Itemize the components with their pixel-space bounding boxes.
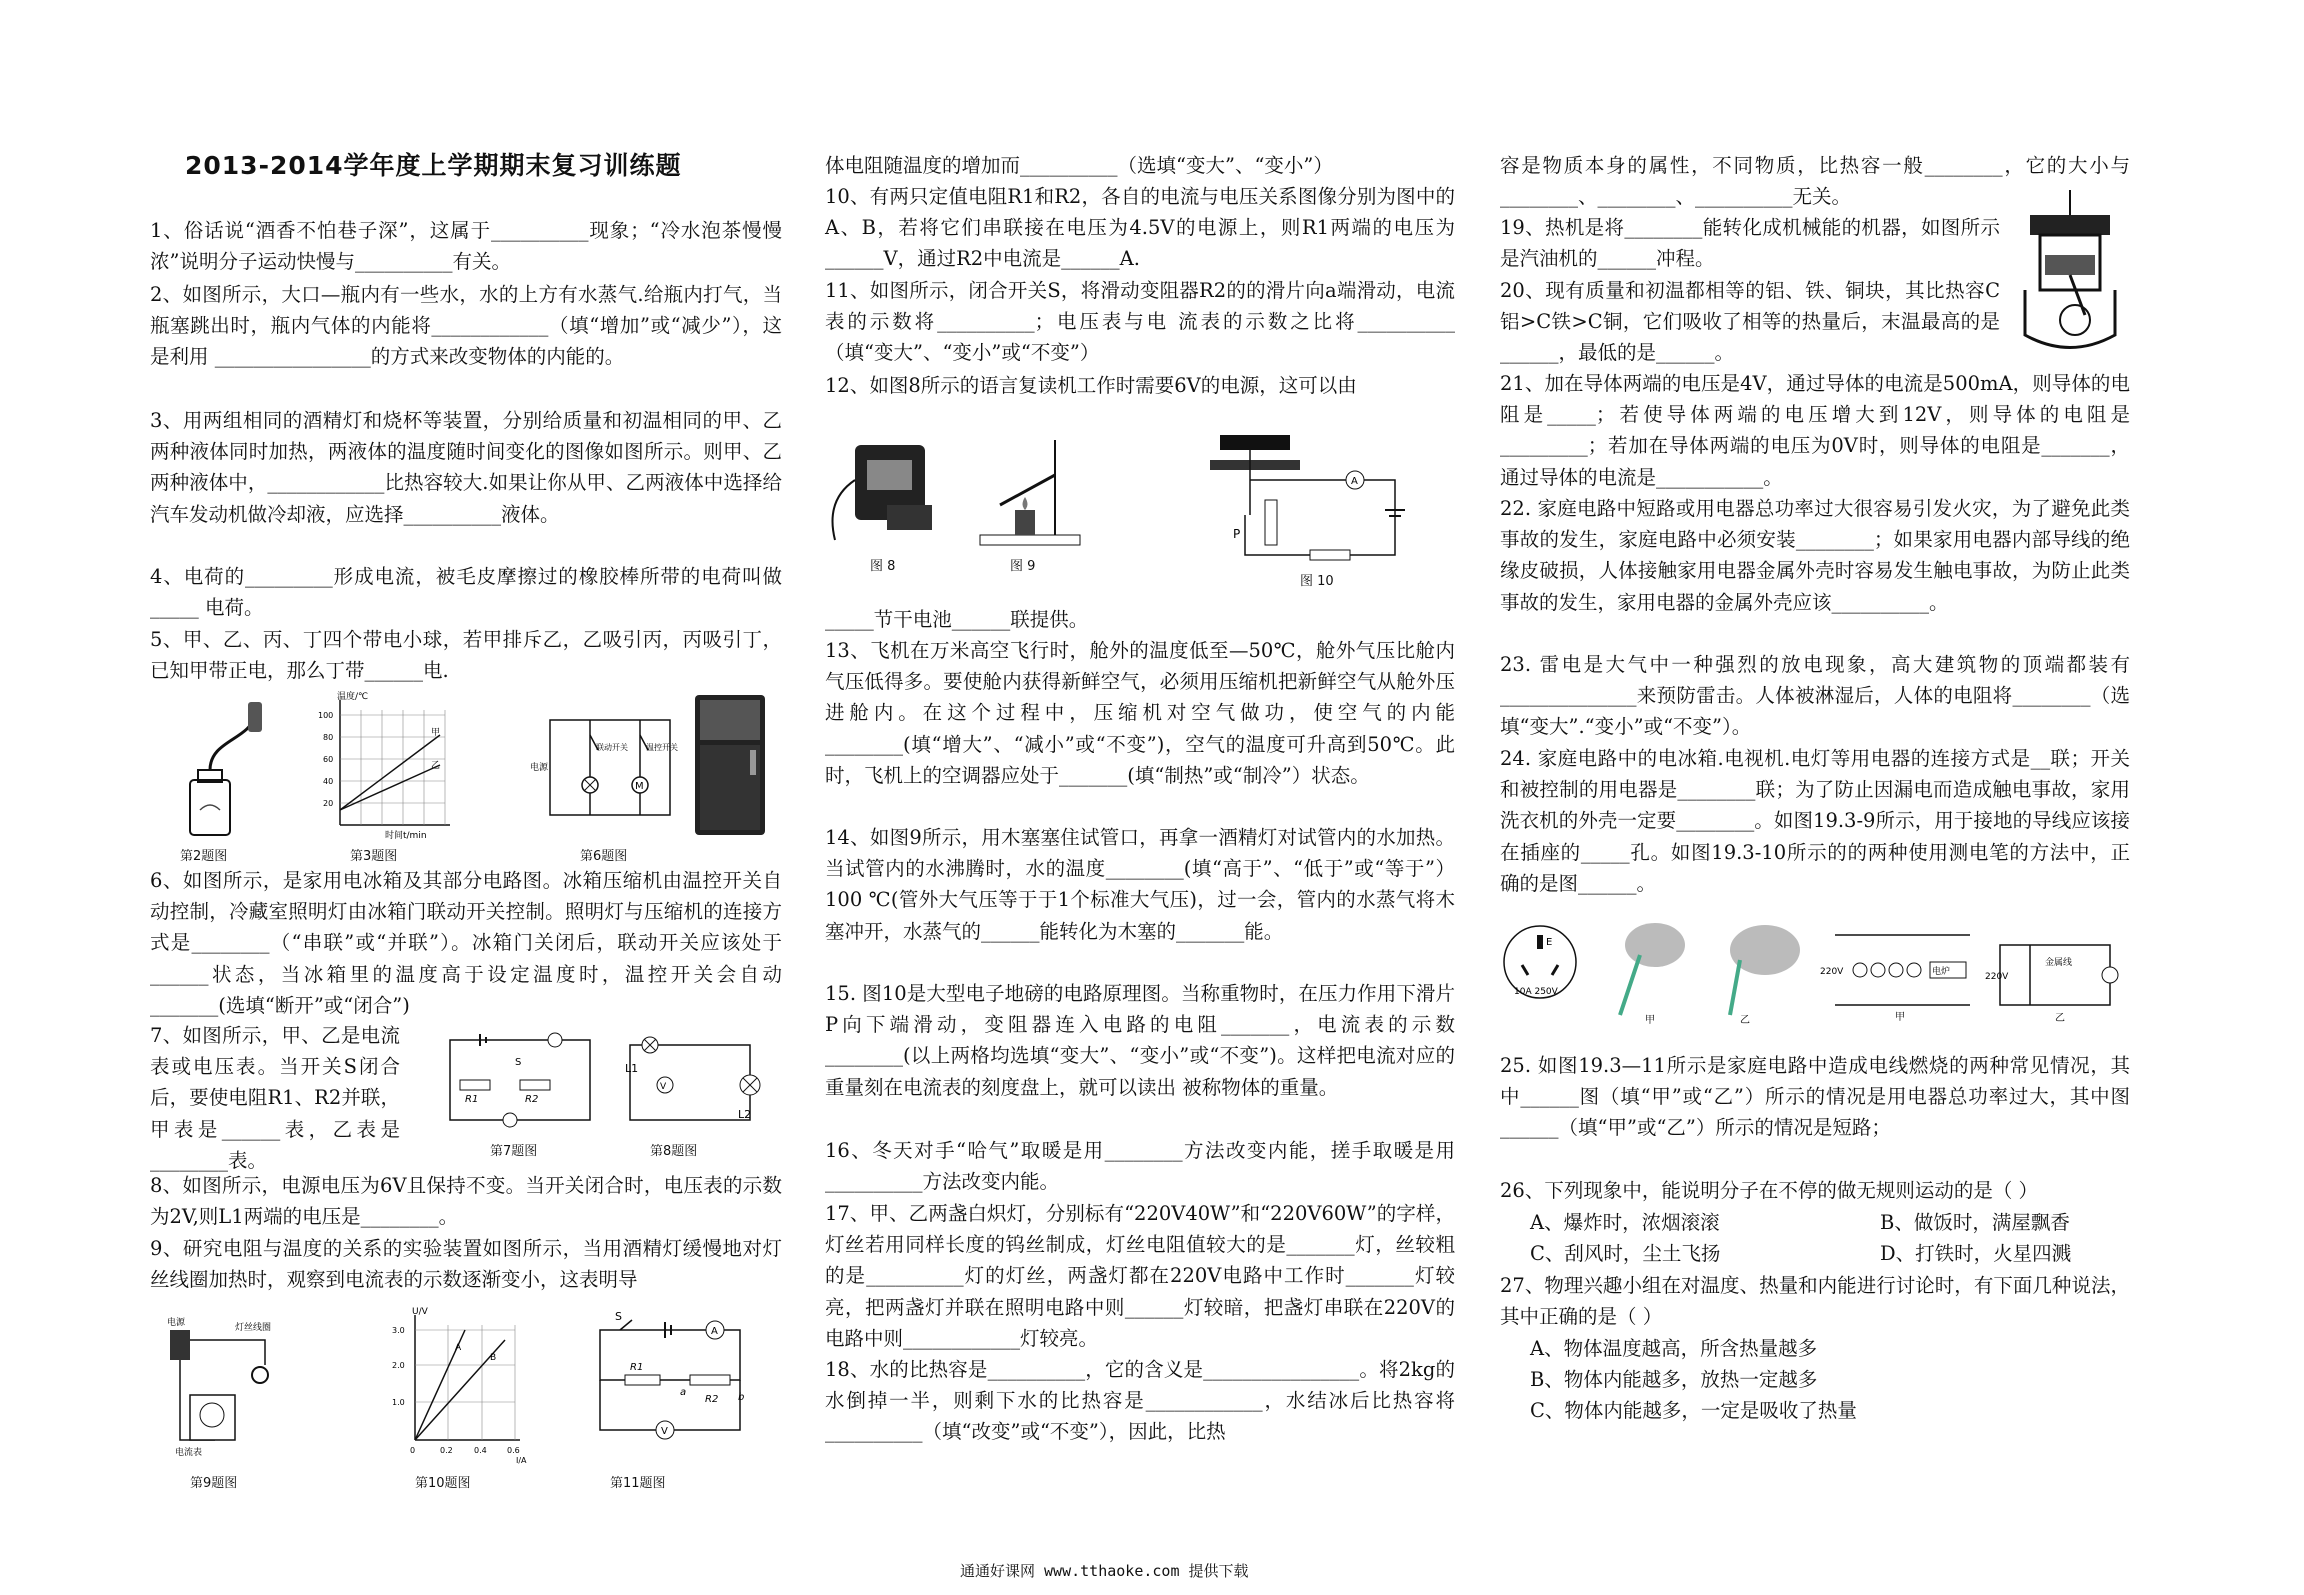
svg-text:0: 0 bbox=[410, 1446, 416, 1455]
svg-text:S: S bbox=[515, 1057, 522, 1068]
svg-text:100: 100 bbox=[318, 711, 334, 720]
question-10: 10、有两只定值电阻R1和R2，各自的电流与电压关系图像分别为图中的A、B，若将它们串联接在电压为4.5V的电源上，则R1两端的电压为______V，通过R2中电流是______A. bbox=[825, 185, 1455, 271]
svg-text:60: 60 bbox=[323, 755, 334, 764]
svg-text:温控开关: 温控开关 bbox=[646, 743, 678, 752]
svg-text:M: M bbox=[635, 781, 644, 792]
question-5: 5、甲、乙、丙、丁四个带电小球，若甲排斥乙，乙吸引丙，丙吸引丁，已知甲带正电，那么丁带______电. bbox=[150, 628, 782, 683]
svg-text:2.0: 2.0 bbox=[392, 1361, 405, 1370]
svg-text:3.0: 3.0 bbox=[392, 1326, 405, 1335]
footer-credit: 通通好课网 www.tthaoke.com 提供下载 bbox=[960, 1562, 1249, 1580]
figure-overload-jia bbox=[1820, 920, 1975, 1025]
question-1: 1、俗话说“酒香不怕巷子深”，这属于__________现象；“冷水泡茶慢慢浓”说明分子运动快慢与__________有关。 bbox=[150, 219, 782, 274]
figure-q3-graph bbox=[315, 690, 455, 850]
svg-text:联动开关: 联动开关 bbox=[596, 743, 628, 752]
figure-q11-circuit bbox=[570, 1310, 770, 1460]
graph3-ylabel: 温度/℃ bbox=[337, 692, 369, 702]
caption-fig10: 第10题图 bbox=[415, 1476, 471, 1491]
svg-text:电流表: 电流表 bbox=[175, 1448, 203, 1458]
svg-text:E: E bbox=[1546, 937, 1553, 948]
question-21: 21、加在导体两端的电压是4V，通过导体的电流是500mA，则导体的电阻是_____；若使导体两端的电压增大到12V，则导体的电阻是_________；若加在导体两端的电压为0V时，则导体的电阻是_______，通过导体的电流是___________。 bbox=[1500, 372, 2130, 489]
figure-10-scale-circuit bbox=[1205, 420, 1435, 570]
svg-text:R2: R2 bbox=[705, 1394, 719, 1405]
caption-fig9: 第9题图 bbox=[190, 1476, 238, 1491]
svg-text:甲: 甲 bbox=[431, 728, 441, 738]
question-26: 26、下列现象中，能说明分子在不停的做无规则运动的是（ ） bbox=[1500, 1179, 2039, 1202]
figure-testpen-yi bbox=[1705, 915, 1810, 1025]
figure-q6-fridge bbox=[690, 690, 770, 840]
question-9-cont: 体电阻随温度的增加而__________（选填“变大”、“变小”） bbox=[825, 154, 1333, 177]
svg-text:A: A bbox=[711, 1326, 718, 1337]
question-6: 6、如图所示，是家用电冰箱及其部分电路图。冰箱压缩机由温控开关自动控制，冷藏室照明灯由冰箱门联动开关控制。照明灯与压缩机的连接方式是________（“串联”或“并联”）。冰箱门关闭后，联动开关应该处于______状态，当冰箱里的温度高于设定温度时，温控开关会自动_______(选填“断开”或“闭合”) bbox=[150, 869, 782, 1017]
caption-fig6: 第6题图 bbox=[580, 849, 628, 864]
caption-tu8: 图 8 bbox=[870, 559, 896, 574]
svg-text:R1: R1 bbox=[465, 1094, 479, 1105]
question-4: 4、电荷的_________形成电流，被毛皮摩擦过的橡胶棒所带的电荷叫做_____ 电荷。 bbox=[150, 565, 782, 620]
svg-text:S: S bbox=[615, 1310, 622, 1323]
svg-text:40: 40 bbox=[323, 777, 334, 786]
svg-text:U/V: U/V bbox=[412, 1307, 428, 1317]
question-2: 2、如图所示，大口—瓶内有一些水，水的上方有水蒸气.给瓶内打气，当瓶塞跳出时，瓶内气体的内能将____________（填“增加”或“减少”），这是利用 ________________的方式来改变物体的内能的。 bbox=[150, 283, 782, 369]
figure-9-testtube bbox=[975, 435, 1085, 555]
page-title: 2013-2014学年度上学期期末复习训练题 bbox=[185, 151, 682, 180]
svg-text:1.0: 1.0 bbox=[392, 1398, 405, 1407]
figure-q8-circuit bbox=[620, 1030, 770, 1140]
figure-q2-bottle bbox=[160, 700, 280, 850]
caption-fig7: 第7题图 bbox=[490, 1144, 538, 1159]
question-26-option-a: A、爆炸时，浓烟滚滚 bbox=[1530, 1211, 1720, 1234]
figure-q19-engine bbox=[2015, 185, 2125, 355]
svg-text:0.2: 0.2 bbox=[440, 1446, 453, 1455]
svg-text:时间t/min: 时间t/min bbox=[385, 831, 427, 841]
svg-text:220V: 220V bbox=[1820, 967, 1844, 977]
question-19: 19、热机是将________能转化成机械能的机器，如图所示是汽油机的______冲程。 bbox=[1500, 216, 2000, 271]
figure-q7-circuit bbox=[440, 1030, 600, 1140]
question-12-cont: _____节干电池______联提供。 bbox=[825, 608, 1089, 631]
caption-fig8: 第8题图 bbox=[650, 1144, 698, 1159]
question-27-option-c: C、物体内能越多，一定是吸收了热量 bbox=[1530, 1399, 1857, 1422]
question-15: 15. 图10是大型电子地磅的电路原理图。当称重物时，在压力作用下滑片P向下端滑动，变阻器连入电路的电阻_______，电流表的示数________(以上两格均选填“变大”、“变小”或“不变”)。这样把电流对应的重量刻在电流表的刻度盘上，就可以读出 被称物体的重量。 bbox=[825, 982, 1455, 1099]
svg-text:电源: 电源 bbox=[167, 1318, 186, 1328]
question-9: 9、研究电阻与温度的关系的实验装置如图所示，当用酒精灯缓慢地对灯丝线圈加热时，观察到电流表的示数逐渐变小，这表明导 bbox=[150, 1237, 782, 1292]
svg-text:10A 250V: 10A 250V bbox=[1514, 987, 1558, 997]
question-26-option-c: C、刮风时，尘土飞扬 bbox=[1530, 1242, 1721, 1265]
caption-fig11: 第11题图 bbox=[610, 1476, 666, 1491]
figure-q6-circuit bbox=[530, 705, 680, 825]
figure-q9-apparatus bbox=[155, 1310, 295, 1460]
svg-text:A: A bbox=[1351, 476, 1358, 487]
caption-tu10: 图 10 bbox=[1300, 574, 1334, 589]
question-24: 24. 家庭电路中的电冰箱.电视机.电灯等用电器的连接方式是__联；开关和被控制的用电器是________联；为了防止因漏电而造成触电事故，家用洗衣机的外壳一定要________。如图19.3-9所示，用于接地的导线应该接在插座的_____孔。如图19.3-10所示的的两种使用测电笔的方法中，正确的是图______。 bbox=[1500, 747, 2130, 895]
svg-text:80: 80 bbox=[323, 733, 334, 742]
caption-fig3: 第3题图 bbox=[350, 849, 398, 864]
question-13: 13、飞机在万米高空飞行时，舱外的温度低至—50℃，舱外气压比舱内气压低得多。要使舱内获得新鲜空气，必须用压缩机把新鲜空气从舱外压进舱内。在这个过程中，压缩机对空气做功，使空气的内能________(填“增大”、“减小”或“不变”)，空气的温度可升高到50℃。此时，飞机上的空调器应处于_______(填“制热”或“制冷”）状态。 bbox=[825, 639, 1455, 787]
svg-text:I/A: I/A bbox=[516, 1456, 527, 1465]
svg-text:L2: L2 bbox=[738, 1108, 752, 1121]
caption-tu9: 图 9 bbox=[1010, 559, 1036, 574]
svg-text:B: B bbox=[490, 1353, 497, 1363]
svg-text:乙: 乙 bbox=[2055, 1013, 2065, 1024]
question-16: 16、冬天对手“哈气”取暖是用________方法改变内能，搓手取暖是用__________方法改变内能。 bbox=[825, 1139, 1455, 1194]
question-8: 8、如图所示，电源电压为6V且保持不变。当开关闭合时，电压表的示数为2V,则L1两端的电压是________。 bbox=[150, 1174, 782, 1229]
svg-text:L1: L1 bbox=[625, 1062, 639, 1075]
svg-text:P: P bbox=[1233, 527, 1241, 541]
question-20: 20、现有质量和初温都相等的铝、铁、铜块，其比热容C铝>C铁>C铜，它们吸收了相等的热量后，末温最高的是______，最低的是______。 bbox=[1500, 279, 2000, 365]
svg-text:0.6: 0.6 bbox=[507, 1446, 520, 1455]
svg-text:乙: 乙 bbox=[431, 761, 441, 771]
question-17: 17、甲、乙两盏白炽灯，分别标有“220V40W”和“220V60W”的字样，灯丝若用同样长度的钨丝制成，灯丝电阻值较大的是_______灯，丝较粗的是__________灯的灯丝，两盏灯都在220V电路中工作时_______灯较亮，把两盏灯并联在照明电路中则______灯较暗，把盏灯串联在220V的电路中则____________灯较亮。 bbox=[825, 1202, 1455, 1350]
svg-text:0.4: 0.4 bbox=[474, 1446, 487, 1455]
question-7: 7、如图所示，甲、乙是电流表或电压表。当开关S闭合后，要使电阻R1、R2并联，甲表是______表，乙表是________表。 bbox=[150, 1024, 400, 1172]
question-18-cont: 容是物质本身的属性，不同物质，比热容一般________，它的大小与________、________、__________无关。 bbox=[1500, 154, 2130, 209]
caption-fig2: 第2题图 bbox=[180, 849, 228, 864]
question-14: 14、如图9所示，用木塞塞住试管口，再拿一酒精灯对试管内的水加热。当试管内的水沸腾时，水的温度________(填“高于”、“低于”或“等于”）100 ℃(管外大气压等于于1个标准大气压)，过一会，管内的水蒸气将木塞冲开，水蒸气的______能转化为木塞的_______能。 bbox=[825, 826, 1455, 943]
svg-text:a: a bbox=[680, 1387, 687, 1398]
question-25: 25. 如图19.3—11所示是家庭电路中造成电线燃烧的两种常见情况，其中______图（填“甲”或“乙”）所示的情况是用电器总功率过大，其中图______（填“甲”或“乙”）所示的情况是短路； bbox=[1500, 1054, 2130, 1140]
svg-text:甲: 甲 bbox=[1895, 1012, 1905, 1023]
question-27: 27、物理兴趣小组在对温度、热量和内能进行讨论时，有下面几种说法，其中正确的是（ ） bbox=[1500, 1274, 2130, 1329]
svg-text:灯丝线圈: 灯丝线圈 bbox=[235, 1323, 272, 1333]
question-11: 11、如图所示，闭合开关S，将滑动变阻器R2的的滑片向a端滑动，电流表的示数将__________；电压表与电 流表的示数之比将__________（填“变大”、“变小”或“不变”） bbox=[825, 279, 1455, 365]
question-26-option-d: D、打铁时，火星四溅 bbox=[1880, 1242, 2072, 1265]
svg-text:乙: 乙 bbox=[1740, 1015, 1750, 1025]
figure-q10-graph bbox=[390, 1305, 530, 1465]
question-3: 3、用两组相同的酒精灯和烧杯等装置，分别给质量和初温相同的甲、乙两种液体同时加热，两液体的温度随时间变化的图像如图所示。则甲、乙两种液体中，____________比热容较大.如果让你从甲、乙两液体中选择给汽车发动机做冷却液，应选择__________液体。 bbox=[150, 409, 782, 526]
figure-socket bbox=[1500, 920, 1580, 1005]
svg-text:R1: R1 bbox=[630, 1362, 644, 1373]
question-12: 12、如图8所示的语言复读机工作时需要6V的电源，这可以由 bbox=[825, 374, 1357, 397]
svg-text:金属线: 金属线 bbox=[2045, 958, 2073, 968]
question-22: 22. 家庭电路中短路或用电器总功率过大很容易引发火灾，为了避免此类事故的发生，家庭电路中必须安装________；如果家用电器内部导线的绝缘皮破损，人体接触家用电器金属外壳时容易发生触电事故，为防止此类事故的发生，家用电器的金属外壳应该__________。 bbox=[1500, 497, 2130, 614]
svg-text:20: 20 bbox=[323, 799, 334, 808]
figure-testpen-jia bbox=[1600, 915, 1695, 1025]
svg-text:电炉: 电炉 bbox=[1932, 967, 1951, 977]
svg-text:A: A bbox=[455, 1343, 462, 1353]
question-23: 23. 雷电是大气中一种强烈的放电现象，高大建筑物的顶端都装有______________来预防雷击。人体被淋湿后，人体的电阻将________（选填“变大”.“变小”或“不变”）。 bbox=[1500, 653, 2130, 739]
svg-text:电源: 电源 bbox=[530, 763, 549, 773]
question-18: 18、水的比热容是__________，它的含义是________________。将2kg的水倒掉一半，则剩下水的比热容是____________，水结冰后比热容将__________（填“改变”或“不变”），因此，比热 bbox=[825, 1358, 1455, 1444]
question-27-option-a: A、物体温度越高，所含热量越多 bbox=[1530, 1337, 1818, 1360]
figure-short-yi bbox=[1985, 925, 2130, 1025]
svg-text:b: b bbox=[738, 1392, 745, 1403]
svg-text:V: V bbox=[661, 1426, 668, 1437]
question-27-option-b: B、物体内能越多，放热一定越多 bbox=[1530, 1368, 1818, 1391]
question-26-option-b: B、做饭时，满屋飘香 bbox=[1880, 1211, 2070, 1234]
figure-8-recorder bbox=[815, 440, 945, 550]
svg-text:R2: R2 bbox=[525, 1094, 539, 1105]
svg-text:V: V bbox=[660, 1082, 667, 1092]
svg-text:220V: 220V bbox=[1985, 972, 2009, 982]
svg-text:甲: 甲 bbox=[1645, 1015, 1655, 1025]
